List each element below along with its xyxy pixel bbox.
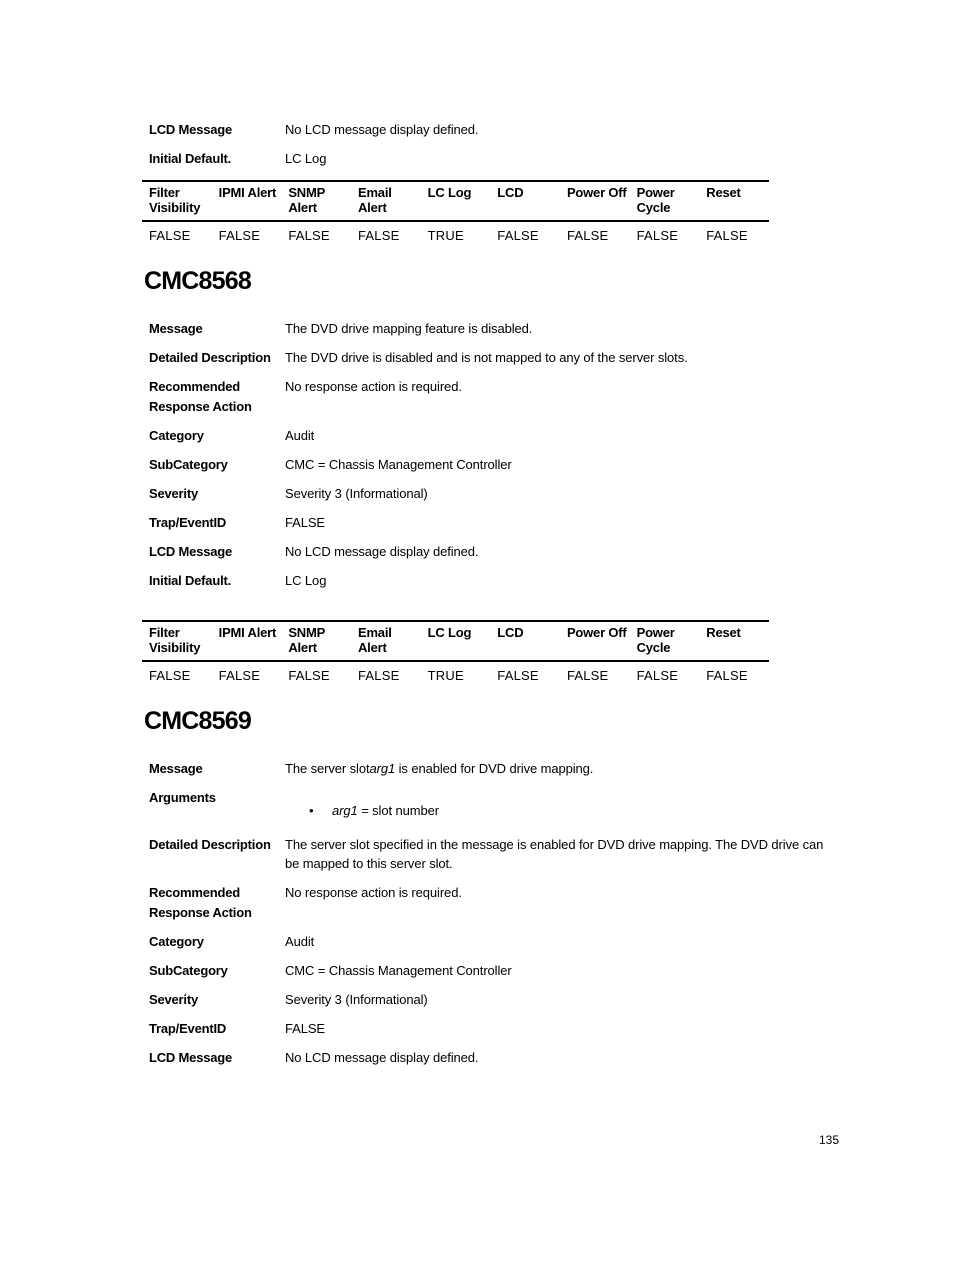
filter-header-cell: Email Alert xyxy=(351,621,421,661)
filter-value-cell: FALSE xyxy=(218,668,261,683)
filter-header-cell: LC Log xyxy=(421,181,491,221)
attribute-value: The DVD drive mapping feature is disabled. xyxy=(285,321,533,336)
attribute-value: CMC = Chassis Management Controller xyxy=(285,456,512,472)
filter-value-cell: TRUE xyxy=(427,228,464,243)
page-number: 135 xyxy=(819,1133,840,1147)
filter-value-cell: FALSE xyxy=(149,668,191,683)
filter-header-cell: SNMP Alert xyxy=(281,181,351,221)
filter-value-cell: FALSE xyxy=(566,228,609,243)
attribute-key: Recommended Response Action xyxy=(149,379,252,414)
attribute-key: Severity xyxy=(149,991,198,1007)
attribute-value: LC Log xyxy=(285,572,327,588)
attribute-row xyxy=(149,1048,839,1068)
attribute-value: The DVD drive is disabled and is not mapped to any of the server slots. xyxy=(285,350,688,365)
attribute-row xyxy=(149,961,839,981)
filter-value-cell: FALSE xyxy=(706,668,748,683)
filter-value-cell: FALSE xyxy=(636,228,679,243)
filter-value-cell: FALSE xyxy=(288,228,330,243)
filter-value-cell: FALSE xyxy=(636,668,679,683)
filter-value-cell: FALSE xyxy=(218,228,261,243)
top-attribute-list xyxy=(149,120,839,178)
filter-value-row xyxy=(142,661,769,684)
attribute-key: Trap/EventID xyxy=(149,1020,227,1036)
bullet-icon: • xyxy=(309,803,314,818)
filter-header-cell: IPMI Alert xyxy=(212,621,282,661)
argument-name: arg1 = xyxy=(332,803,369,818)
message-text: The server slot xyxy=(285,761,370,776)
attribute-key: Detailed Description xyxy=(149,836,271,852)
attribute-key: LCD Message xyxy=(149,122,233,137)
attribute-key: Severity xyxy=(149,485,198,501)
argument-item xyxy=(285,801,839,821)
attribute-value: No LCD message display defined. xyxy=(285,122,479,137)
filter-value-cell: FALSE xyxy=(497,228,539,243)
attribute-key: Message xyxy=(149,321,203,336)
filter-header-cell: Email Alert xyxy=(351,181,421,221)
filter-value-cell: FALSE xyxy=(288,668,330,683)
attribute-value: No LCD message display defined. xyxy=(285,543,479,559)
filter-value-cell: FALSE xyxy=(566,668,609,683)
attribute-key: Initial Default. xyxy=(149,572,232,588)
attribute-row xyxy=(149,377,839,416)
filter-value-row xyxy=(142,221,769,244)
filter-value-cell: FALSE xyxy=(706,228,748,243)
filter-value-cell: FALSE xyxy=(357,668,400,683)
attribute-row xyxy=(149,542,839,562)
attribute-key: LCD Message xyxy=(149,543,233,559)
filter-value-cell: FALSE xyxy=(357,228,400,243)
filter-header-cell: Filter Visibility xyxy=(142,621,212,661)
argument-desc: slot number xyxy=(368,803,439,818)
attribute-key: Trap/EventID xyxy=(149,514,227,530)
attribute-value: LC Log xyxy=(285,151,327,166)
filter-header-cell: Power Off xyxy=(560,621,630,661)
filter-header-cell: Power Cycle xyxy=(630,181,700,221)
attribute-value: Severity 3 (Informational) xyxy=(285,485,428,501)
attribute-row xyxy=(149,426,839,446)
attribute-value xyxy=(285,759,839,779)
cmc8568-attribute-list xyxy=(149,319,839,600)
filter-header-cell: Power Cycle xyxy=(630,621,700,661)
attribute-value: FALSE xyxy=(285,514,325,530)
attribute-value: Severity 3 (Informational) xyxy=(285,991,428,1007)
filter-header-cell: LC Log xyxy=(421,621,491,661)
message-argument: arg1 xyxy=(369,761,396,776)
attribute-row xyxy=(149,788,839,821)
filter-value-cell: TRUE xyxy=(427,668,464,683)
attribute-value: No response action is required. xyxy=(285,379,462,394)
filter-header-cell: IPMI Alert xyxy=(212,181,282,221)
attribute-value: Audit xyxy=(285,933,315,949)
attribute-key: Arguments xyxy=(149,790,216,805)
attribute-row xyxy=(149,513,839,533)
filter-header-cell: LCD xyxy=(490,181,560,221)
attribute-value xyxy=(285,788,839,821)
attribute-row xyxy=(149,1019,839,1039)
attribute-row xyxy=(149,759,839,779)
filter-header-cell: LCD xyxy=(490,621,560,661)
attribute-key: Initial Default. xyxy=(149,151,232,166)
filter-header-cell: Reset xyxy=(699,621,769,661)
attribute-row xyxy=(149,120,839,140)
attribute-value: CMC = Chassis Management Controller xyxy=(285,962,512,978)
attribute-key: Detailed Description xyxy=(149,350,271,365)
attribute-value: Audit xyxy=(285,427,315,443)
filter-header-cell: Filter Visibility xyxy=(142,181,212,221)
attribute-row xyxy=(149,319,839,339)
filter-header-cell: SNMP Alert xyxy=(281,621,351,661)
attribute-value: No response action is required. xyxy=(285,885,462,900)
section-heading-cmc8568: CMC8568 xyxy=(144,267,251,295)
filter-header-row xyxy=(142,181,769,221)
filter-table xyxy=(142,180,769,244)
attribute-key: Category xyxy=(149,427,204,443)
message-text: is enabled for DVD drive mapping. xyxy=(395,761,594,776)
filter-table xyxy=(142,620,769,684)
attribute-row xyxy=(149,348,839,368)
attribute-row xyxy=(149,932,839,952)
section-heading-cmc8569: CMC8569 xyxy=(144,707,251,735)
attribute-value: The server slot specified in the message is enabled for DVD drive mapping. The DVD drive can be mapped to this server slot. xyxy=(285,836,824,871)
attribute-key: Category xyxy=(149,933,204,949)
attribute-row xyxy=(149,484,839,504)
attribute-row xyxy=(149,455,839,475)
arguments-list xyxy=(285,801,839,821)
attribute-row xyxy=(149,835,839,874)
attribute-key: Recommended Response Action xyxy=(149,885,252,920)
attribute-row xyxy=(149,883,839,922)
attribute-row xyxy=(149,149,839,169)
attribute-value: No LCD message display defined. xyxy=(285,1049,479,1065)
attribute-value: FALSE xyxy=(285,1020,325,1036)
attribute-row xyxy=(149,990,839,1010)
filter-header-row xyxy=(142,621,769,661)
filter-value-cell: FALSE xyxy=(149,228,191,243)
filter-header-cell: Power Off xyxy=(560,181,630,221)
attribute-key: SubCategory xyxy=(149,456,228,472)
attribute-key: LCD Message xyxy=(149,1049,233,1065)
filter-header-cell: Reset xyxy=(699,181,769,221)
attribute-key: SubCategory xyxy=(149,962,228,978)
cmc8569-attribute-list xyxy=(149,759,839,1077)
attribute-key: Message xyxy=(149,761,203,776)
attribute-row xyxy=(149,571,839,591)
filter-value-cell: FALSE xyxy=(497,668,539,683)
